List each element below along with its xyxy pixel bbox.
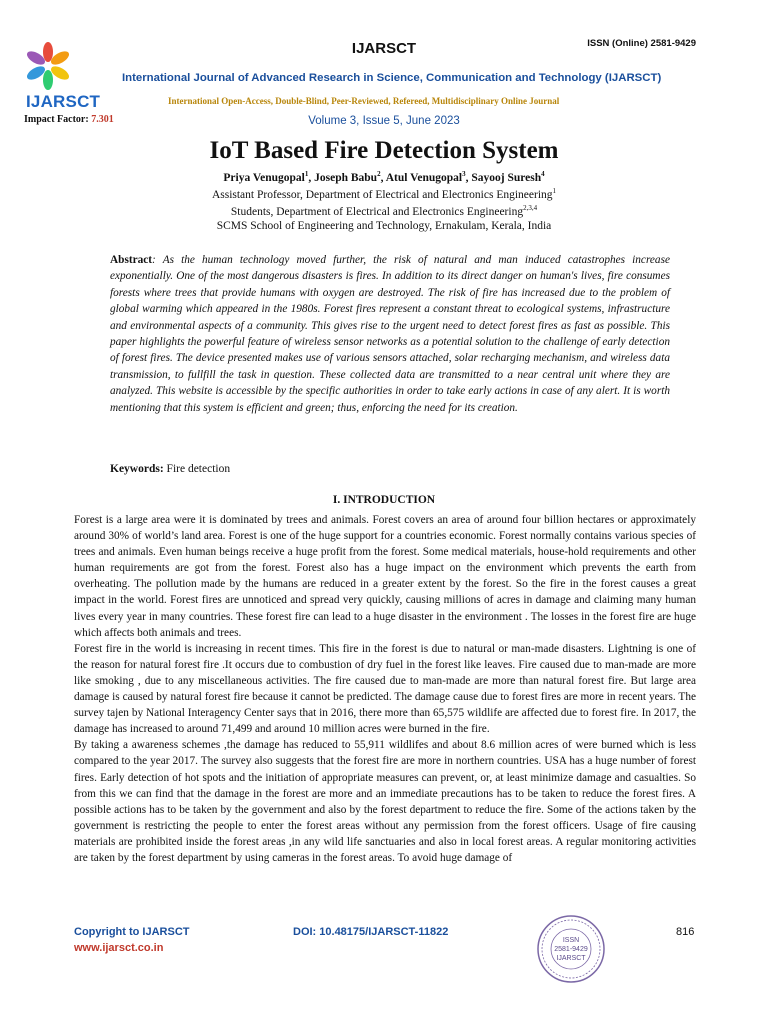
abstract-text: : As the human technology moved further, the risk of natural and man induced catastrophes increase exponentially. One of the most dangerous disasters is fires. In addition to its direct danger on human's lives, fire consumes forests where trees that provide humans with oxygen are destroyed. The risk of fire has increased due to the problem of global warming which appeared in the 1980s. Forest fires represent a constant threat to ecological systems, infrastructure and environmental aspects of a community. This gives rise to the urgent need to detect forest fires as fast as possible. This paper highlights the powerful feature of wireless sensor networks as a potential solution to the challenge of early detection of forest fires. The device presented makes use of various sensors attached, solar recharging mechanism, and wireless data transmission, to fullfill the task in question. These collected data are transmitted to a near central unit where they are analyzed. This website is accessible by the specific authorities in order to take early actions in case of any alert. It is worth mentioning that this system is efficient and green; thus, enforcing the need for its creation. — [110, 254, 670, 414]
author: Joseph Babu — [314, 171, 378, 184]
body-text — [74, 512, 696, 866]
author-sep: , — [308, 171, 315, 184]
author: Sayooj Suresh — [471, 171, 542, 184]
author-sup: 4 — [541, 170, 545, 178]
author-sep: , — [380, 171, 386, 184]
paragraph: By taking a awareness schemes ,the damage has reduced to 55,911 wildlifes and about 8.6 million acres of were burned which is less compared to the year 2017. The survey also suggests that the forest fire are more in northern countries. USA has a huge number of forest fires. Early detection of hot spots and the initiation of appropriate measures can prevent, or, at least minimize damage and casualties. So from this we can find that the damage in the forest are more and an immediate precautions has to be taken to reduce the forest fires. A possible actions has to be taken by the government and also by the forest department to reduce the fire. Some of the actions taken by the government is restricting the people to enter the forest areas without any permission from the forest officers. Usage of fire causing materials are prohibited inside the forest areas ,in any wild life sanctuaries and also in local forest areas. A regular monitoring activities are taken by the forest department by using cameras in the forest areas. To avoid huge damage of — [74, 739, 696, 864]
abstract-label: Abstract — [110, 254, 153, 266]
affiliation-sup: 2,3,4 — [523, 204, 538, 212]
affiliation-text: Assistant Professor, Department of Electrical and Electronics Engineering — [211, 188, 553, 201]
affiliation-sup: 1 — [552, 187, 557, 195]
issn: ISSN (Online) 2581-9429 — [587, 38, 696, 49]
logo-wordmark: IJARSCT — [26, 92, 101, 111]
author: Atul Venugopal — [385, 171, 463, 184]
copyright: Copyright to IJARSCT — [74, 926, 190, 938]
impact-factor-label: Impact Factor: — [24, 114, 92, 125]
affiliation-3: SCMS School of Engineering and Technology, Ernakulam, Kerala, India — [216, 220, 552, 232]
page-number: 816 — [676, 926, 695, 938]
affiliation-1 — [0, 187, 768, 201]
seal-line-1: ISSN — [562, 937, 580, 944]
keywords-value: Fire detection — [163, 463, 231, 475]
impact-factor-value: 7.301 — [91, 114, 114, 125]
website-link[interactable]: www.ijarsct.co.in — [74, 942, 164, 954]
journal-abbreviation: IJARSCT — [351, 40, 417, 57]
journal-subtitle: International Open-Access, Double-Blind, Peer-Reviewed, Refereed, Multidisciplinary Online Journal — [168, 96, 560, 106]
issn-seal-icon — [536, 914, 606, 984]
paper-title: IoT Based Fire Detection System — [209, 137, 559, 164]
author-sup: 3 — [462, 170, 466, 178]
abstract — [110, 252, 670, 416]
affiliation-2 — [0, 204, 768, 218]
author: Priya Venugopal — [223, 171, 305, 184]
keywords — [110, 463, 230, 475]
author-sup: 2 — [377, 170, 381, 178]
keywords-label: Keywords: — [110, 463, 164, 475]
doi: DOI: 10.48175/IJARSCT-11822 — [293, 926, 449, 938]
author-sep: , — [465, 171, 472, 184]
seal-line-2: 2581-9429 — [554, 946, 588, 953]
section-heading: I. INTRODUCTION — [332, 494, 436, 506]
author-list — [0, 170, 768, 184]
paragraph: Forest is a large area were it is dominated by trees and animals. Forest covers an area of around four billion hectares or approximately around 30% of world’s land area. Forest is one of the huge support for a countries economic. Forest normally contains various species of trees and animals. Even human beings receive a huge profit from the forest. Some medical materials, house-hold requirements and other human requirements are got from the forest. Forest also has a huge impact on the environment which prevents the earth from overheating. The pollution made by the humans are reduced in a greater extent by the forest. So the fire in the forest causes a great impact in the world. Forest fires are unnoticed and spread very quickly, causing millions of acres in damage and claiming many human lives every year in many countries. These forest fire can lead to a huge disaster in the environment . The losses in the forest fire are huge which affects both animals and trees. — [74, 514, 696, 639]
volume-issue: Volume 3, Issue 5, June 2023 — [308, 115, 460, 127]
author-sup: 1 — [304, 170, 309, 178]
seal-line-3: IJARSCT — [556, 955, 586, 962]
paragraph: Forest fire in the world is increasing in recent times. This fire in the forest is due to natural or man-made disasters. Lightning is one of the reason for natural forest fire .It occurs due to combustion of dry fuel in the forest like leaves. Fire caused due to man-made are more like smoking , due to any miscellaneous activities. The fire caused due to man-made are more than natural forest fire. But large area damage is caused by natural forest fire because it cannot be predicted. The damage cause due to forest fires are more in recent years. The survey tajen by National Interagency Center says that in 2016, there more than 65,575 wildlife are affected due to forest fire. In 2017, the damage has increased to around 71,499 and around 10 million acres were burned in the fire. — [74, 642, 696, 736]
journal-name: International Journal of Advanced Research in Science, Communication and Technology (IJARSCT) — [122, 72, 662, 84]
affiliation-text: Students, Department of Electrical and Electronics Engineering — [230, 205, 524, 218]
